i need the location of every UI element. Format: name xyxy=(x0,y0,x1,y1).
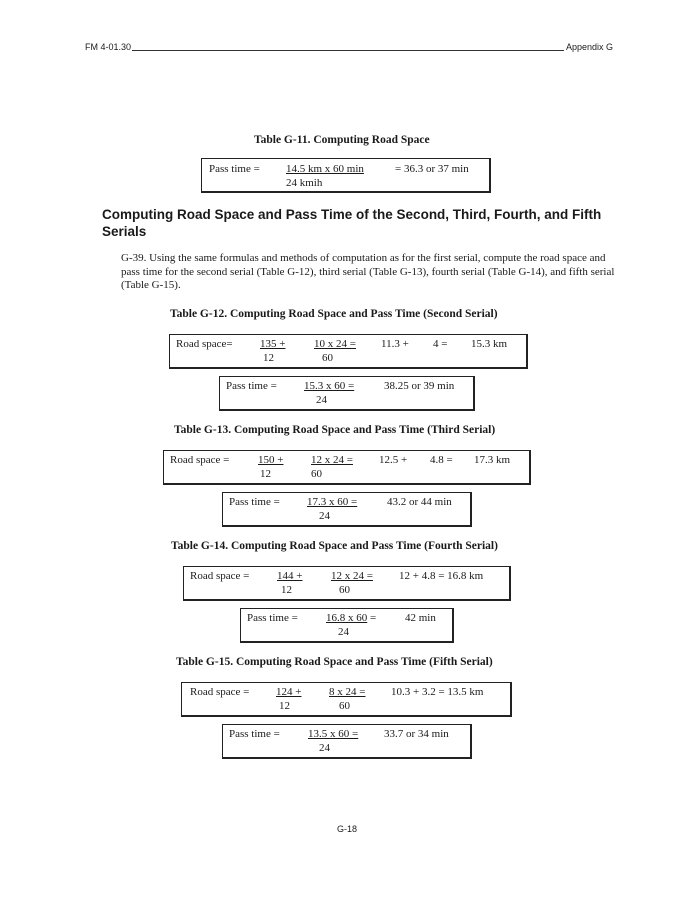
road-space-total: 15.3 km xyxy=(471,338,508,350)
road-space-label: Road space= xyxy=(176,338,233,350)
table-g12-title: Table G-12. Computing Road Space and Pass Time (Second Serial) xyxy=(170,308,498,320)
road-space-num1: 135 + xyxy=(260,338,286,350)
road-space-den1: 12 xyxy=(281,584,292,596)
page-number: G-18 xyxy=(337,824,358,834)
road-space-val: 11.3 + xyxy=(381,338,409,350)
pass-time-numerator: 16.8 x 60 xyxy=(326,612,368,624)
road-space-den1: 12 xyxy=(260,468,271,480)
road-space-total: 12 + 4.8 = 16.8 km xyxy=(399,570,484,582)
road-space-num2: 10 x 24 = xyxy=(314,338,356,350)
table-g14-pass-box xyxy=(240,608,454,643)
pass-time-denominator: 24 xyxy=(319,742,330,754)
road-space-num2: 12 x 24 = xyxy=(331,570,373,582)
table-g15-pass-box xyxy=(222,724,472,759)
road-space-label: Road space = xyxy=(190,686,250,698)
road-space-add: 4 = xyxy=(433,338,448,350)
pass-time-numerator: 13.5 x 60 = xyxy=(308,728,359,740)
pass-time-denominator: 24 kmih xyxy=(286,177,323,189)
pass-time-denominator: 24 xyxy=(316,394,327,406)
road-space-den1: 12 xyxy=(279,700,290,712)
road-space-den2: 60 xyxy=(339,584,350,596)
table-g13-pass-box xyxy=(222,492,472,527)
table-g12-road-box xyxy=(169,334,528,369)
pass-time-label: Pass time = xyxy=(229,728,280,740)
road-space-add: 4.8 = xyxy=(430,454,453,466)
header-rule xyxy=(132,50,564,51)
table-g11-box xyxy=(201,158,491,193)
pass-time-result: 33.7 or 34 min xyxy=(384,728,449,740)
road-space-num2: 8 x 24 = xyxy=(329,686,366,698)
road-space-den2: 60 xyxy=(311,468,322,480)
pass-time-numerator-group xyxy=(326,612,376,625)
road-space-num2: 12 x 24 = xyxy=(311,454,353,466)
pass-time-denominator: 24 xyxy=(338,626,349,638)
road-space-num1: 150 + xyxy=(258,454,284,466)
road-space-num1: 144 + xyxy=(277,570,303,582)
header-doc-id: FM 4-01.30 xyxy=(85,42,132,52)
pass-time-result: 43.2 or 44 min xyxy=(387,496,452,508)
pass-time-result: 42 min xyxy=(405,612,436,624)
road-space-total: 17.3 km xyxy=(474,454,511,466)
pass-time-numerator: 17.3 x 60 = xyxy=(307,496,358,508)
pass-time-result: 38.25 or 39 min xyxy=(384,380,455,392)
section-heading: Computing Road Space and Pass Time of the Second, Third, Fourth, and Fifth Serials xyxy=(102,207,602,239)
table-g11-title: Table G-11. Computing Road Space xyxy=(254,134,430,146)
pass-time-label: Pass time = xyxy=(247,612,298,624)
table-g15-title: Table G-15. Computing Road Space and Pass Time (Fifth Serial) xyxy=(176,656,493,668)
pass-time-result: = 36.3 or 37 min xyxy=(395,163,469,175)
table-g15-road-box xyxy=(181,682,512,717)
road-space-label: Road space = xyxy=(190,570,250,582)
road-space-den2: 60 xyxy=(339,700,350,712)
table-g14-title: Table G-14. Computing Road Space and Pass Time (Fourth Serial) xyxy=(171,540,498,552)
pass-time-numerator: 15.3 x 60 = xyxy=(304,380,355,392)
pass-time-denominator: 24 xyxy=(319,510,330,522)
road-space-den2: 60 xyxy=(322,352,333,364)
pass-time-label: Pass time = xyxy=(226,380,277,392)
table-g12-pass-box xyxy=(219,376,475,411)
pass-time-label: Pass time = xyxy=(209,163,260,175)
road-space-total: 10.3 + 3.2 = 13.5 km xyxy=(391,686,484,698)
road-space-label: Road space = xyxy=(170,454,230,466)
header-appendix: Appendix G xyxy=(566,42,614,52)
table-g13-road-box xyxy=(163,450,531,485)
road-space-num1: 124 + xyxy=(276,686,302,698)
road-space-val: 12.5 + xyxy=(379,454,408,466)
table-g13-title: Table G-13. Computing Road Space and Pass Time (Third Serial) xyxy=(174,424,496,436)
pass-time-numerator: 14.5 km x 60 min xyxy=(286,163,364,175)
road-space-den1: 12 xyxy=(263,352,274,364)
table-g14-road-box xyxy=(183,566,511,601)
pass-time-equals: = xyxy=(367,612,377,624)
body-paragraph: G-39. Using the same formulas and methods of computation as for the first serial, compute the road space and pass time for the second serial (Table G-12), third serial (Table G-13), fourth serial (Table G-14), and fifth serial (Table G-15). xyxy=(121,252,615,292)
pass-time-label: Pass time = xyxy=(229,496,280,508)
